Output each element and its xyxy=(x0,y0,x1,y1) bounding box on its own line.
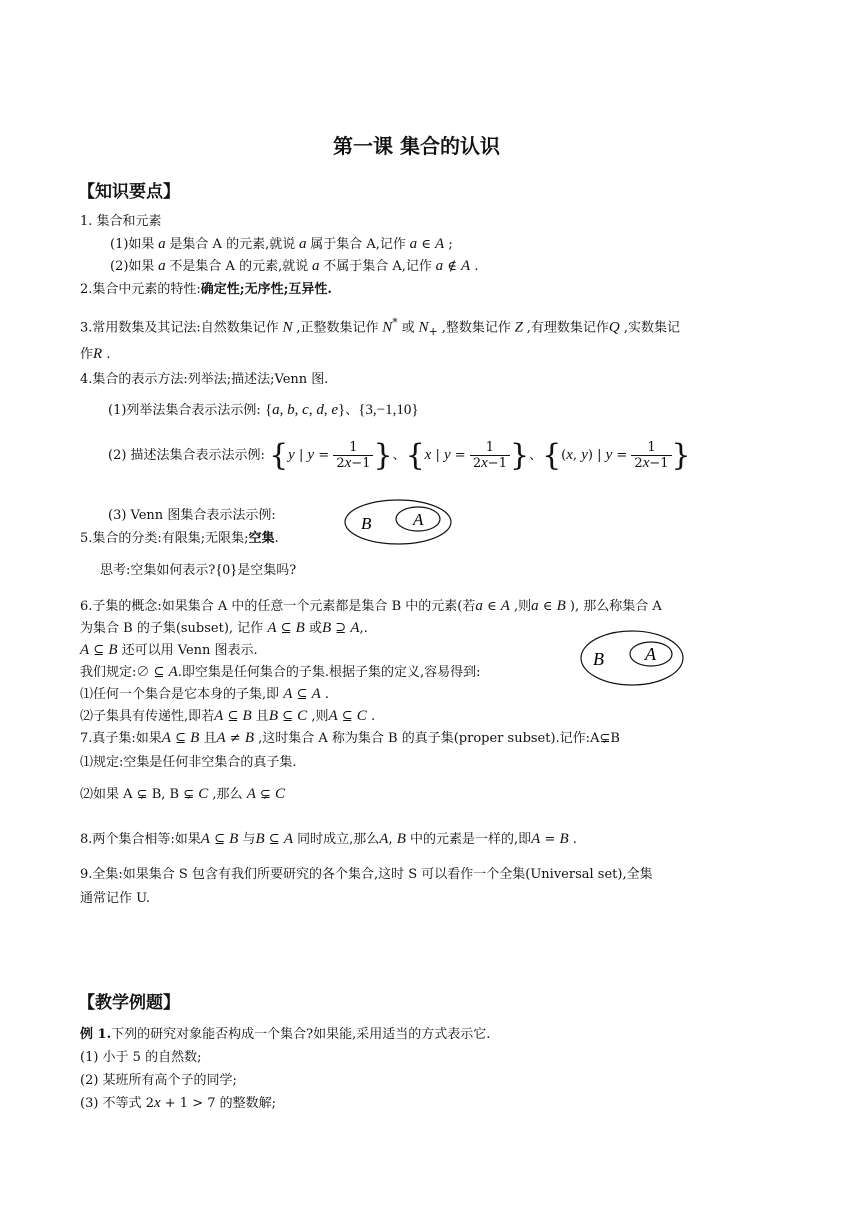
line-6c: A ⊆ B 还可以用 Venn 图表示. xyxy=(80,642,258,658)
line-8: 8.两个集合相等:如果A ⊆ B 与B ⊆ A 同时成立,那么A, B 中的元素是一样的,即A = B . xyxy=(80,831,577,847)
venn-inner-label: A xyxy=(413,510,424,529)
line-4: 4.集合的表示方法:列举法;描述法;Venn 图. xyxy=(80,372,329,387)
example-1c: (3) 不等式 2x + 1 > 7 的整数解; xyxy=(80,1095,277,1111)
page-title: 第一课 集合的认识 xyxy=(333,134,500,158)
line-6d: 我们规定:∅ ⊆ A.即空集是任何集合的子集.根据子集的定义,容易得到: xyxy=(80,664,481,680)
line-2: 2.集合中元素的特性:确定性;无序性;互异性. xyxy=(80,282,332,297)
line-6f: ⑵子集具有传递性,即若A ⊆ B 且B ⊆ C ,则A ⊆ C . xyxy=(80,708,376,724)
line-1b: (2)如果 a 不是集合 A 的元素,就说 a 不属于集合 A,记作 a ∉ A . xyxy=(110,258,479,274)
line-3: 3.常用数集及其记法:自然数集记作 N ,正整数集记作 N* 或 $N_+$ ,整数集记作 Z ,有理数集记作Q ,实数集记 xyxy=(80,316,681,338)
example-1b: (2) 某班所有高个子的同学; xyxy=(80,1073,237,1088)
example-1a: (1) 小于 5 的自然数; xyxy=(80,1050,202,1065)
line-1a: (1)如果 a 是集合 A 的元素,就说 a 属于集合 A,记作 a ∈ A ; xyxy=(110,236,453,252)
line-think: 思考:空集如何表示?{0}是空集吗? xyxy=(100,562,297,578)
line-7b: ⑵如果 A ⊊ B, B ⊊ C ,那么 A ⊊ C xyxy=(80,786,286,802)
line-7a: ⑴规定:空集是任何非空集合的真子集. xyxy=(80,755,297,770)
example-1: 例 1.下列的研究对象能否构成一个集合?如果能,采用适当的方式表示它. xyxy=(80,1027,491,1042)
line-3b: 作R . xyxy=(80,346,111,362)
venn-diagram-1 xyxy=(342,497,454,547)
line-5: 5.集合的分类:有限集;无限集;空集. xyxy=(80,531,279,546)
line-4c: (3) Venn 图集合表示法示例: xyxy=(108,508,276,523)
line-7: 7.真子集:如果A ⊆ B 且A ≠ B ,这时集合 A 称为集合 B 的真子集(proper subset).记作:A⊊B xyxy=(80,730,620,746)
line-9: 9.全集:如果集合 S 包含有我们所要研究的各个集合,这时 S 可以看作一个全集(Universal set),全集 xyxy=(80,867,653,882)
venn-inner-label: A xyxy=(645,644,656,664)
section-heading-examples: 【教学例题】 xyxy=(78,993,180,1013)
line-4b: (2) 描述法集合表示法示例: {y | y = $\frac{1}{2x-1}$ }、{x | y = $\frac{1}{2x-1}$ }、{(x, y) | y = $\frac{1}{2x-1}$ } xyxy=(108,438,691,473)
line-4a: (1)列举法集合表示法示例: {a, b, c, d, e}、{3,−1,10} xyxy=(108,402,419,418)
line-6: 6.子集的概念:如果集合 A 中的任意一个元素都是集合 B 中的元素(若a ∈ A ,则a ∈ B ), 那么称集合 A xyxy=(80,598,662,614)
line-6e: ⑴任何一个集合是它本身的子集,即 A ⊆ A . xyxy=(80,686,330,702)
line-9b: 通常记作 U. xyxy=(80,891,151,906)
line-6b: 为集合 B 的子集(subset), 记作 A ⊆ B 或B ⊇ A,. xyxy=(80,620,368,636)
line-1: 1. 集合和元素 xyxy=(80,214,162,229)
venn-outer-label: B xyxy=(361,514,372,533)
venn-outer-label: B xyxy=(593,649,604,669)
section-heading-key-points: 【知识要点】 xyxy=(78,182,180,202)
venn-diagram-2 xyxy=(578,628,686,688)
